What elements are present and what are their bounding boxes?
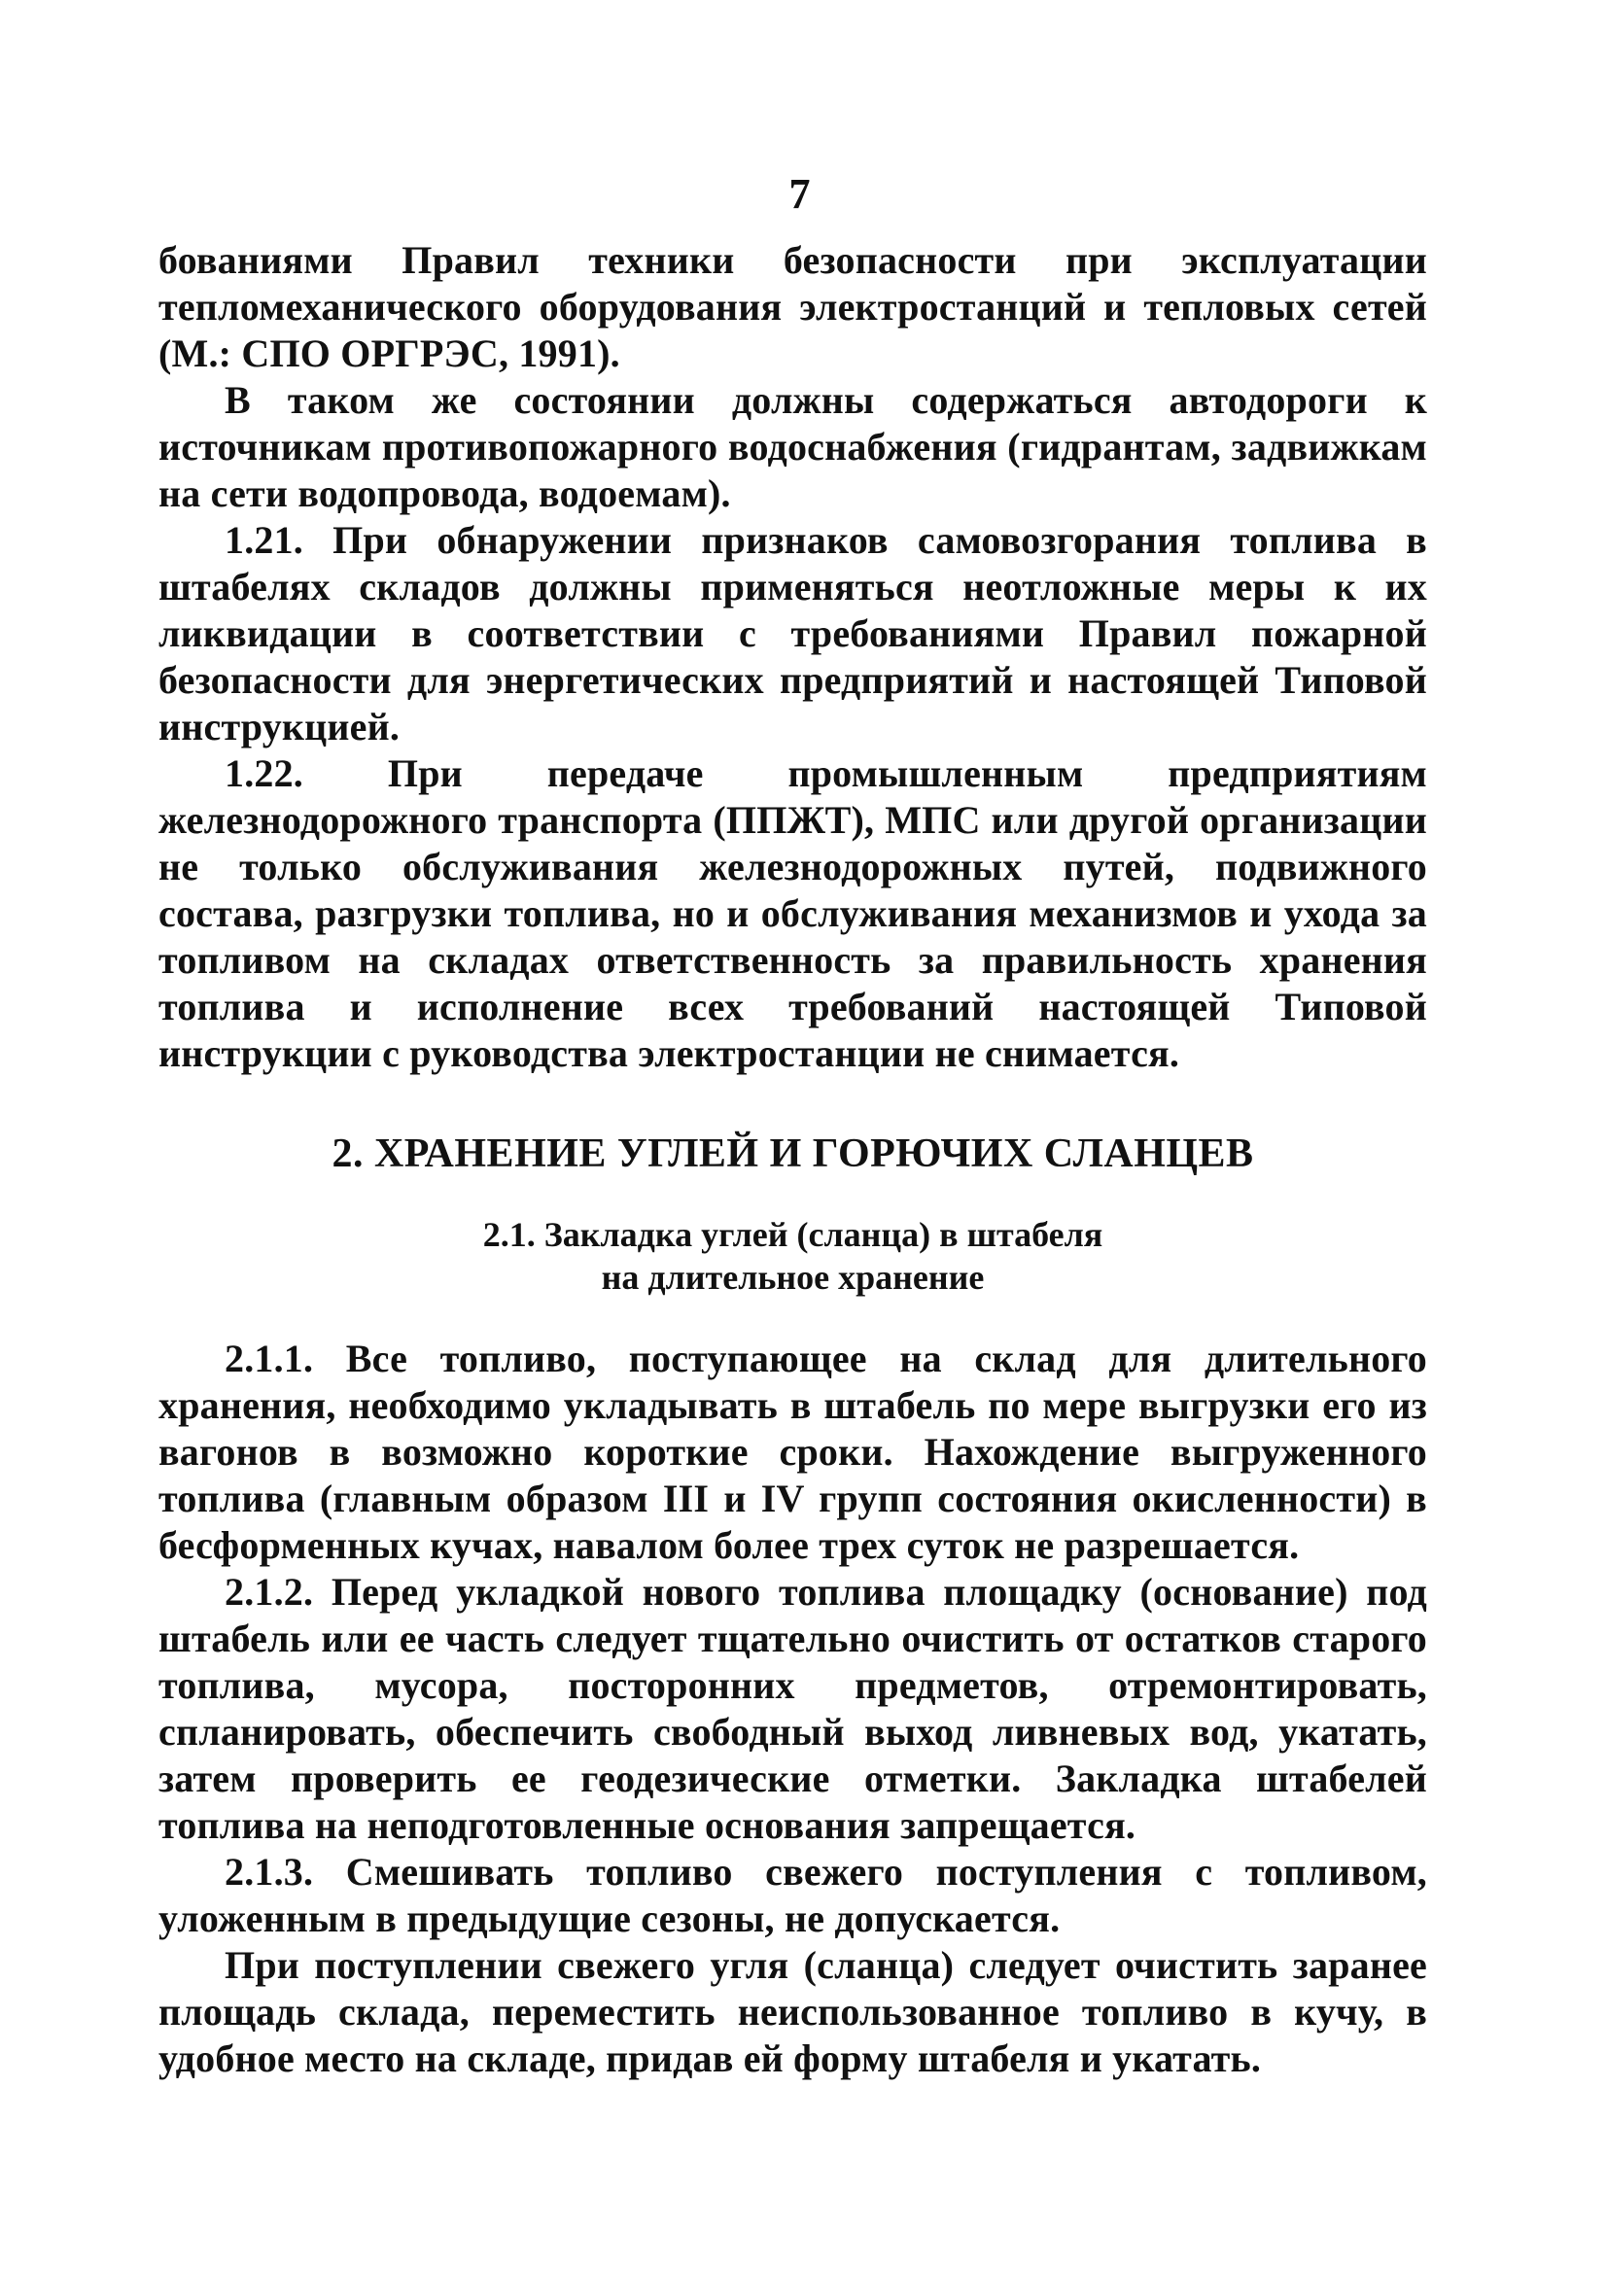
paragraph-2-1-2: 2.1.2. Перед укладкой нового топлива площадку (основание) под штабель или ее часть следует тщательно очистить от остатков старого топлива, мусора, посторонних предметов, отремонтировать, спланировать, обеспечить свободный выход ливневых вод, укатать, затем проверить ее геодезические отметки. Закладка штабелей топлива на неподготовленные основания запрещается. xyxy=(158,1570,1427,1847)
paragraph-1-21: 1.21. При обнаружении признаков самовозгорания топлива в штабелях складов должны применяться неотложные меры к их ликвидации в соответствии с требованиями Правил пожарной безопасности для энергетических предприятий и настоящей Типовой инструкцией. xyxy=(158,518,1427,748)
paragraph-continuation: бованиями Правил техники безопасности при эксплуатации тепломеханического оборудования электростанций и тепловых сетей (М.: СПО ОРГРЭС, 1991). xyxy=(158,238,1427,375)
subsection-title-line1: 2.1. Закладка углей (сланца) в штабеля xyxy=(482,1215,1103,1254)
paragraph-fresh-coal: При поступлении свежего угля (сланца) следует очистить заранее площадь склада, переместить неиспользованное топливо в кучу, в удобное место на складе, придав ей форму штабеля и укатать. xyxy=(158,1943,1427,2080)
section-title: 2. ХРАНЕНИЕ УГЛЕЙ И ГОРЮЧИХ СЛАНЦЕВ xyxy=(332,1131,1254,1176)
subsection-title-line2: на длительное хранение xyxy=(601,1258,985,1297)
document-page xyxy=(158,165,1427,2082)
page-number: 7 xyxy=(788,170,811,218)
paragraph-roads: В таком же состоянии должны содержаться автодороги к источникам противопожарного водоснабжения (гидрантам, задвижкам на сети водопровода, водоемам). xyxy=(158,378,1427,515)
subsection-title xyxy=(158,1213,1427,1299)
paragraph-2-1-1: 2.1.1. Все топливо, поступающее на склад для длительного хранения, необходимо укладывать в штабель по мере выгрузки его из вагонов в возможно короткие сроки. Нахождение выгруженного топлива (главным образом III и IV групп состояния окисленности) в бесформенных кучах, навалом более трех суток не разрешается. xyxy=(158,1337,1427,1567)
paragraph-2-1-3: 2.1.3. Смешивать топливо свежего поступления с топливом, уложенным в предыдущие сезоны, не допускается. xyxy=(158,1850,1427,1940)
paragraph-1-22: 1.22. При передаче промышленным предприятиям железнодорожного транспорта (ППЖТ), МПС или другой организации не только обслуживания железнодорожных путей, подвижного состава, разгрузки топлива, но и обслуживания механизмов и ухода за топливом на складах ответственность за правильность хранения топлива и исполнение всех требований настоящей Типовой инструкции с руководства электростанции не снимается. xyxy=(158,751,1427,1075)
